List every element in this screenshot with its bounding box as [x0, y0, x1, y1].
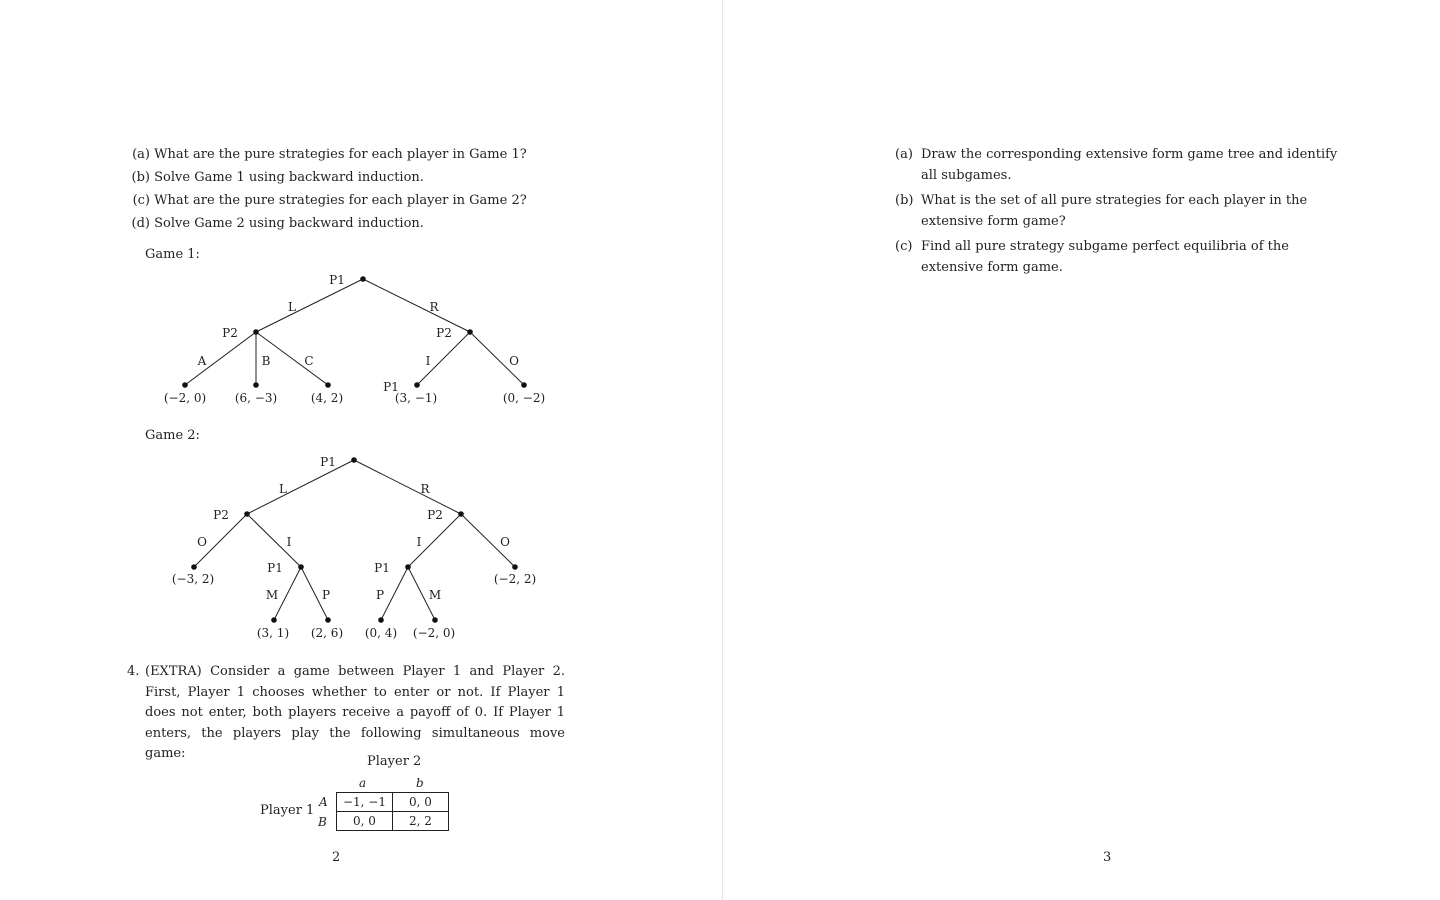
action-A: A: [197, 354, 207, 368]
label-p2-right: P2: [436, 326, 452, 340]
question-a: (a) What are the pure strategies for each player in Game 1?: [132, 147, 527, 162]
edge-A: [185, 332, 256, 385]
node-p2-left: [244, 511, 250, 517]
action-R: R: [420, 482, 430, 496]
node-p2-left: [253, 329, 259, 335]
node-p2-right: [467, 329, 473, 335]
col-action-a: a: [359, 776, 367, 790]
label-p1-leaf: P1: [383, 380, 399, 394]
label-p1-right: P1: [374, 561, 390, 575]
action-I: I: [425, 354, 431, 368]
action-L: L: [288, 300, 296, 314]
label-p2-right: P2: [427, 508, 443, 522]
matrix-row: [337, 812, 449, 831]
payoff: (0, −2): [502, 391, 546, 405]
question-text: What is the set of all pure strategies for each player in the extensive form game?: [921, 193, 1308, 229]
game2-title: Game 2:: [145, 428, 200, 443]
leaf: [521, 382, 527, 388]
payoff: (3, 1): [256, 626, 290, 640]
edge-R: [363, 279, 470, 332]
leaf: [182, 382, 188, 388]
action-O: O: [509, 354, 519, 368]
question-text: Solve Game 1 using backward induction.: [154, 170, 424, 185]
leaf: [253, 382, 259, 388]
page-number: 3: [1103, 850, 1112, 865]
question-b: (b) What is the set of all pure strategies for each player in the extensive form game?: [895, 193, 1308, 229]
leaf: [432, 617, 438, 623]
payoff: (2, 6): [310, 626, 344, 640]
row-action-B: B: [318, 815, 327, 829]
question-b: (b) Solve Game 1 using backward induction.: [131, 170, 424, 185]
row-action-A: A: [319, 795, 328, 809]
leaf: [191, 564, 197, 570]
question-d: (d) Solve Game 2 using backward induction.: [131, 216, 424, 231]
node-p2-right: [458, 511, 464, 517]
action-P: P: [375, 588, 385, 602]
edge-L: [247, 460, 354, 514]
action-I: I: [416, 535, 422, 549]
problem-4-text: (EXTRA) Consider a game between Player 1 and Player 2. First, Player 1 chooses whether to enter or not. If Player 1 does not enter, both players receive a payoff of 0. If Player 1 enters, the players play the following simultaneous move game:: [145, 664, 565, 761]
leaf: [271, 617, 277, 623]
action-M: M: [428, 588, 442, 602]
page-3: [723, 0, 1440, 900]
payoff-matrix: [336, 792, 449, 831]
matrix-cell: 0, 0: [337, 812, 393, 831]
action-M: M: [265, 588, 279, 602]
payoff: (−3, 2): [171, 572, 215, 586]
leaf: [378, 617, 384, 623]
edge-I-left: [247, 514, 301, 567]
edge-L: [256, 279, 363, 332]
payoff: (−2, 0): [163, 391, 207, 405]
question-text: What are the pure strategies for each player in Game 2?: [154, 193, 527, 208]
node-root: [351, 457, 357, 463]
action-I: I: [286, 535, 292, 549]
problem-4: 4. (EXTRA) Consider a game between Player 1 and Player 2. First, Player 1 chooses whether to enter or not. If Player 1 does not enter, both players receive a payoff of 0. If Player 1 enters, the players play the following simultaneous move game:: [127, 664, 565, 761]
payoff: (6, −3): [234, 391, 278, 405]
action-P: P: [321, 588, 331, 602]
game1-title: Game 1:: [145, 247, 200, 262]
label-p1-left: P1: [267, 561, 283, 575]
question-c: (c) What are the pure strategies for each player in Game 2?: [132, 193, 527, 208]
col-action-b: b: [416, 776, 424, 790]
question-a: (a) Draw the corresponding extensive form game tree and identify all subgames.: [895, 147, 1338, 183]
matrix-cell: 0, 0: [393, 793, 449, 812]
matrix-cell: −1, −1: [337, 793, 393, 812]
label-p2-left: P2: [222, 326, 238, 340]
row-player-label: Player 1: [260, 803, 315, 818]
action-C: C: [304, 354, 314, 368]
action-L: L: [279, 482, 287, 496]
matrix-cell: 2, 2: [393, 812, 449, 831]
question-text: Solve Game 2 using backward induction.: [154, 216, 424, 231]
leaf: [325, 382, 331, 388]
node-p1-left: [298, 564, 304, 570]
node-root: [360, 276, 366, 282]
payoff: (−2, 0): [412, 626, 456, 640]
label-p1-root: P1: [320, 455, 336, 469]
matrix-row: [337, 793, 449, 812]
edge-R: [354, 460, 461, 514]
col-player-label: Player 2: [367, 754, 422, 769]
payoff: (0, 4): [364, 626, 398, 640]
action-O: O: [197, 535, 207, 549]
question-c: (c) Find all pure strategy subgame perfect equilibria of the extensive form game.: [895, 239, 1289, 275]
label-p1-root: P1: [329, 273, 345, 287]
leaf: [325, 617, 331, 623]
page-number: 2: [332, 850, 341, 865]
payoff: (3, −1): [394, 391, 438, 405]
node-p1-right: [405, 564, 411, 570]
label-p2-left: P2: [213, 508, 229, 522]
action-R: R: [429, 300, 439, 314]
action-O: O: [500, 535, 510, 549]
leaf: [414, 382, 420, 388]
question-text: Draw the corresponding extensive form game tree and identify all subgames.: [921, 147, 1338, 183]
action-B: B: [261, 354, 271, 368]
payoff: (4, 2): [310, 391, 344, 405]
payoff: (−2, 2): [493, 572, 537, 586]
question-text: What are the pure strategies for each player in Game 1?: [154, 147, 527, 162]
leaf: [512, 564, 518, 570]
question-text: Find all pure strategy subgame perfect equilibria of the extensive form game.: [921, 239, 1289, 275]
